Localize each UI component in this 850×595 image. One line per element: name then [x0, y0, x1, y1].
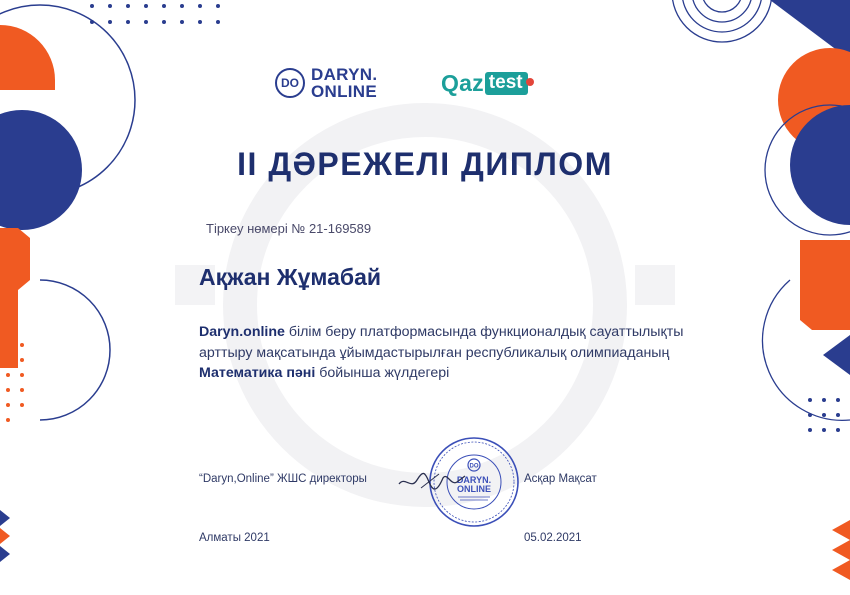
- svg-text:DO: DO: [469, 463, 479, 470]
- issue-date: 05.02.2021: [524, 532, 582, 544]
- city-year: Алматы 2021: [199, 532, 270, 544]
- dot-grid-top-left: [90, 4, 220, 24]
- stamp-line2: ONLINE: [456, 484, 492, 494]
- daryn-logo-text: [311, 66, 377, 100]
- chevrons-bottom-right: [832, 520, 850, 580]
- qaztest-logo-test: test: [485, 72, 528, 95]
- award-text-2: бойынша жүлдегері: [315, 365, 450, 381]
- stamp-line1: DARYN.: [456, 475, 492, 485]
- director-signature: [395, 466, 470, 496]
- subject-name: Математика пәні: [199, 365, 316, 381]
- org-name: Daryn.online: [199, 324, 285, 340]
- qaztest-logo: [441, 70, 528, 97]
- left-side-shapes: [0, 5, 135, 420]
- award-text-1: білім беру платформасында функционалдық сауаттылықты арттыру мақсатында ұйымдастырылған республикалық олимпиаданың: [199, 324, 684, 361]
- director-label: “Daryn,Online” ЖШС директоры: [199, 473, 367, 485]
- daryn-online-logo: [275, 66, 377, 100]
- registration-number: Тіркеу нөмері № 21-169589: [206, 221, 372, 236]
- qaztest-dot-icon: [526, 78, 534, 86]
- recipient-name: Ақжан Жұмабай: [199, 264, 382, 290]
- diploma-title: II ДӘРЕЖЕЛІ ДИПЛОМ: [237, 146, 613, 182]
- daryn-logo-line1: DARYN.: [311, 65, 378, 84]
- award-description: [199, 322, 729, 384]
- chevrons-bottom-left: [0, 510, 10, 562]
- logo-row: [275, 66, 575, 108]
- qaztest-logo-qaz: Qaz: [441, 70, 484, 96]
- daryn-logo-line2: ONLINE: [311, 82, 378, 101]
- director-name: Асқар Мақсат: [524, 473, 597, 485]
- daryn-logo-mark: DO: [275, 68, 305, 98]
